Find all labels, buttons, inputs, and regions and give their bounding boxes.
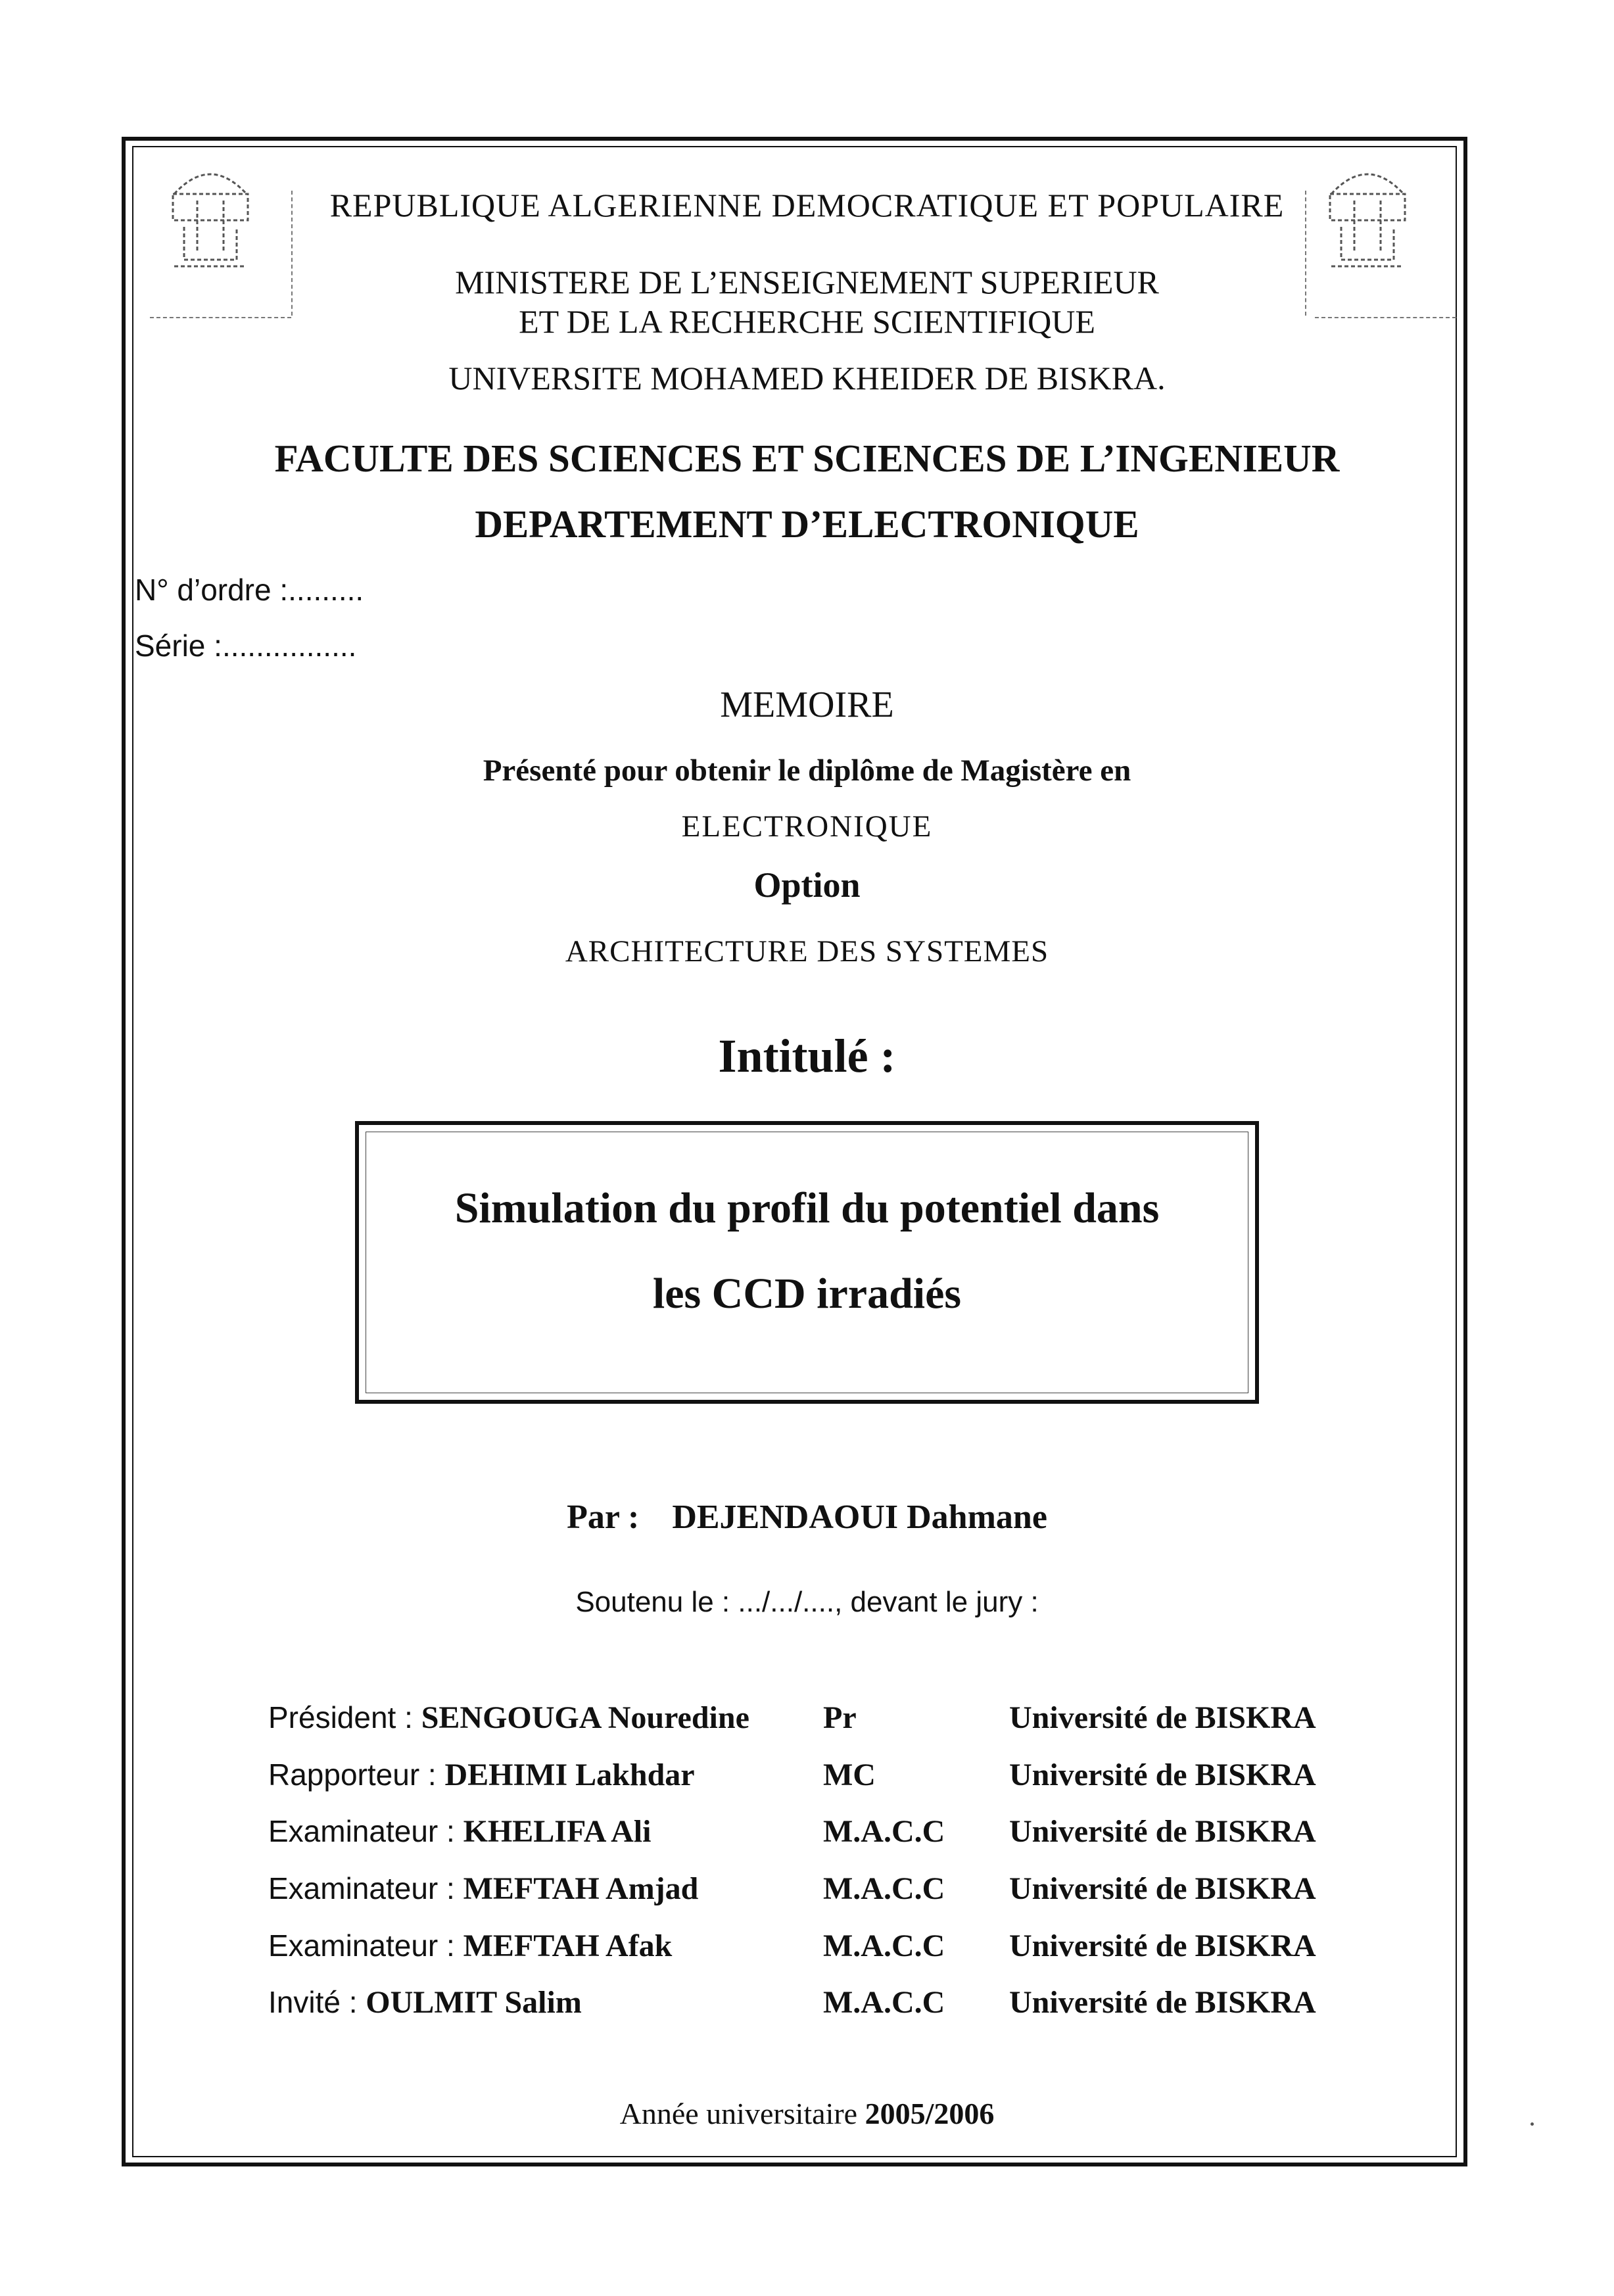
jury-name: OULMIT Salim xyxy=(366,1985,582,2020)
republic-heading: REPUBLIQUE ALGERIENNE DEMOCRATIQUE ET POPULAIRE xyxy=(329,187,1285,224)
scan-speck xyxy=(1531,2122,1534,2126)
ministry-line-2: ET DE LA RECHERCHE SCIENTIFIQUE xyxy=(519,303,1095,340)
jury-member xyxy=(0,1928,1614,1974)
jury-member xyxy=(0,1871,1614,1917)
jury-grade: MC xyxy=(823,1758,876,1792)
jury-name: SENGOUGA Nouredine xyxy=(421,1700,749,1735)
author-line xyxy=(0,1498,1614,1537)
jury-institution: Université de BISKRA xyxy=(1009,1700,1316,1735)
jury-member xyxy=(0,1700,1614,1746)
field-name: ELECTRONIQUE xyxy=(681,809,933,844)
diploma-statement: Présenté pour obtenir le diplôme de Magistère en xyxy=(483,753,1131,788)
academic-year-label: Année universitaire xyxy=(619,2097,865,2130)
jury-role: Examinateur : xyxy=(268,1928,463,1963)
author-label: Par : xyxy=(567,1498,640,1536)
order-number: N° d’ordre :......... xyxy=(135,573,364,607)
jury-role: Rapporteur : xyxy=(268,1758,445,1792)
jury-member xyxy=(0,1757,1614,1803)
jury-grade: Pr xyxy=(823,1700,857,1735)
series-number: Série :................ xyxy=(135,629,357,663)
jury-name: MEFTAH Amjad xyxy=(463,1871,699,1906)
jury-grade: M.A.C.C xyxy=(823,1871,945,1906)
document-type: MEMOIRE xyxy=(720,684,894,725)
faculty-name: FACULTE DES SCIENCES ET SCIENCES DE L’INGENIEUR xyxy=(274,437,1340,480)
jury-grade: M.A.C.C xyxy=(823,1928,945,1963)
jury-role: Examinateur : xyxy=(268,1814,463,1848)
option-value: ARCHITECTURE DES SYSTEMES xyxy=(565,934,1049,969)
jury-grade: M.A.C.C xyxy=(823,1814,945,1849)
jury-institution: Université de BISKRA xyxy=(1009,1814,1316,1849)
thesis-title-line-2: les CCD irradiés xyxy=(652,1270,962,1318)
author-name: DEJENDAOUI Dahmane xyxy=(672,1498,1047,1536)
jury-role: Invité : xyxy=(268,1985,366,2019)
jury-institution: Université de BISKRA xyxy=(1009,1928,1316,1963)
jury-institution: Université de BISKRA xyxy=(1009,1985,1316,2020)
jury-grade: M.A.C.C xyxy=(823,1985,945,2020)
title-box xyxy=(355,1121,1259,1404)
jury-institution: Université de BISKRA xyxy=(1009,1758,1316,1792)
university-name: UNIVERSITE MOHAMED KHEIDER DE BISKRA. xyxy=(448,360,1166,396)
jury-member xyxy=(0,1984,1614,2030)
jury-role: Président : xyxy=(268,1700,421,1734)
thesis-title-line-1: Simulation du profil du potentiel dans xyxy=(454,1184,1160,1232)
ministry-line-1: MINISTERE DE L’ENSEIGNEMENT SUPERIEUR xyxy=(455,264,1159,300)
option-label: Option xyxy=(753,865,861,905)
jury-role: Examinateur : xyxy=(268,1871,463,1905)
jury-institution: Université de BISKRA xyxy=(1009,1871,1316,1906)
jury-member xyxy=(0,1813,1614,1859)
defense-statement: Soutenu le : .../.../...., devant le jury : xyxy=(575,1586,1039,1618)
academic-year-value: 2005/2006 xyxy=(865,2097,995,2130)
jury-name: DEHIMI Lakhdar xyxy=(444,1758,695,1792)
department-name: DEPARTEMENT D’ELECTRONIQUE xyxy=(475,502,1139,546)
title-label: Intitulé : xyxy=(718,1030,896,1082)
jury-name: KHELIFA Ali xyxy=(463,1814,652,1849)
academic-year xyxy=(0,2096,1614,2131)
jury-name: MEFTAH Afak xyxy=(463,1928,673,1963)
